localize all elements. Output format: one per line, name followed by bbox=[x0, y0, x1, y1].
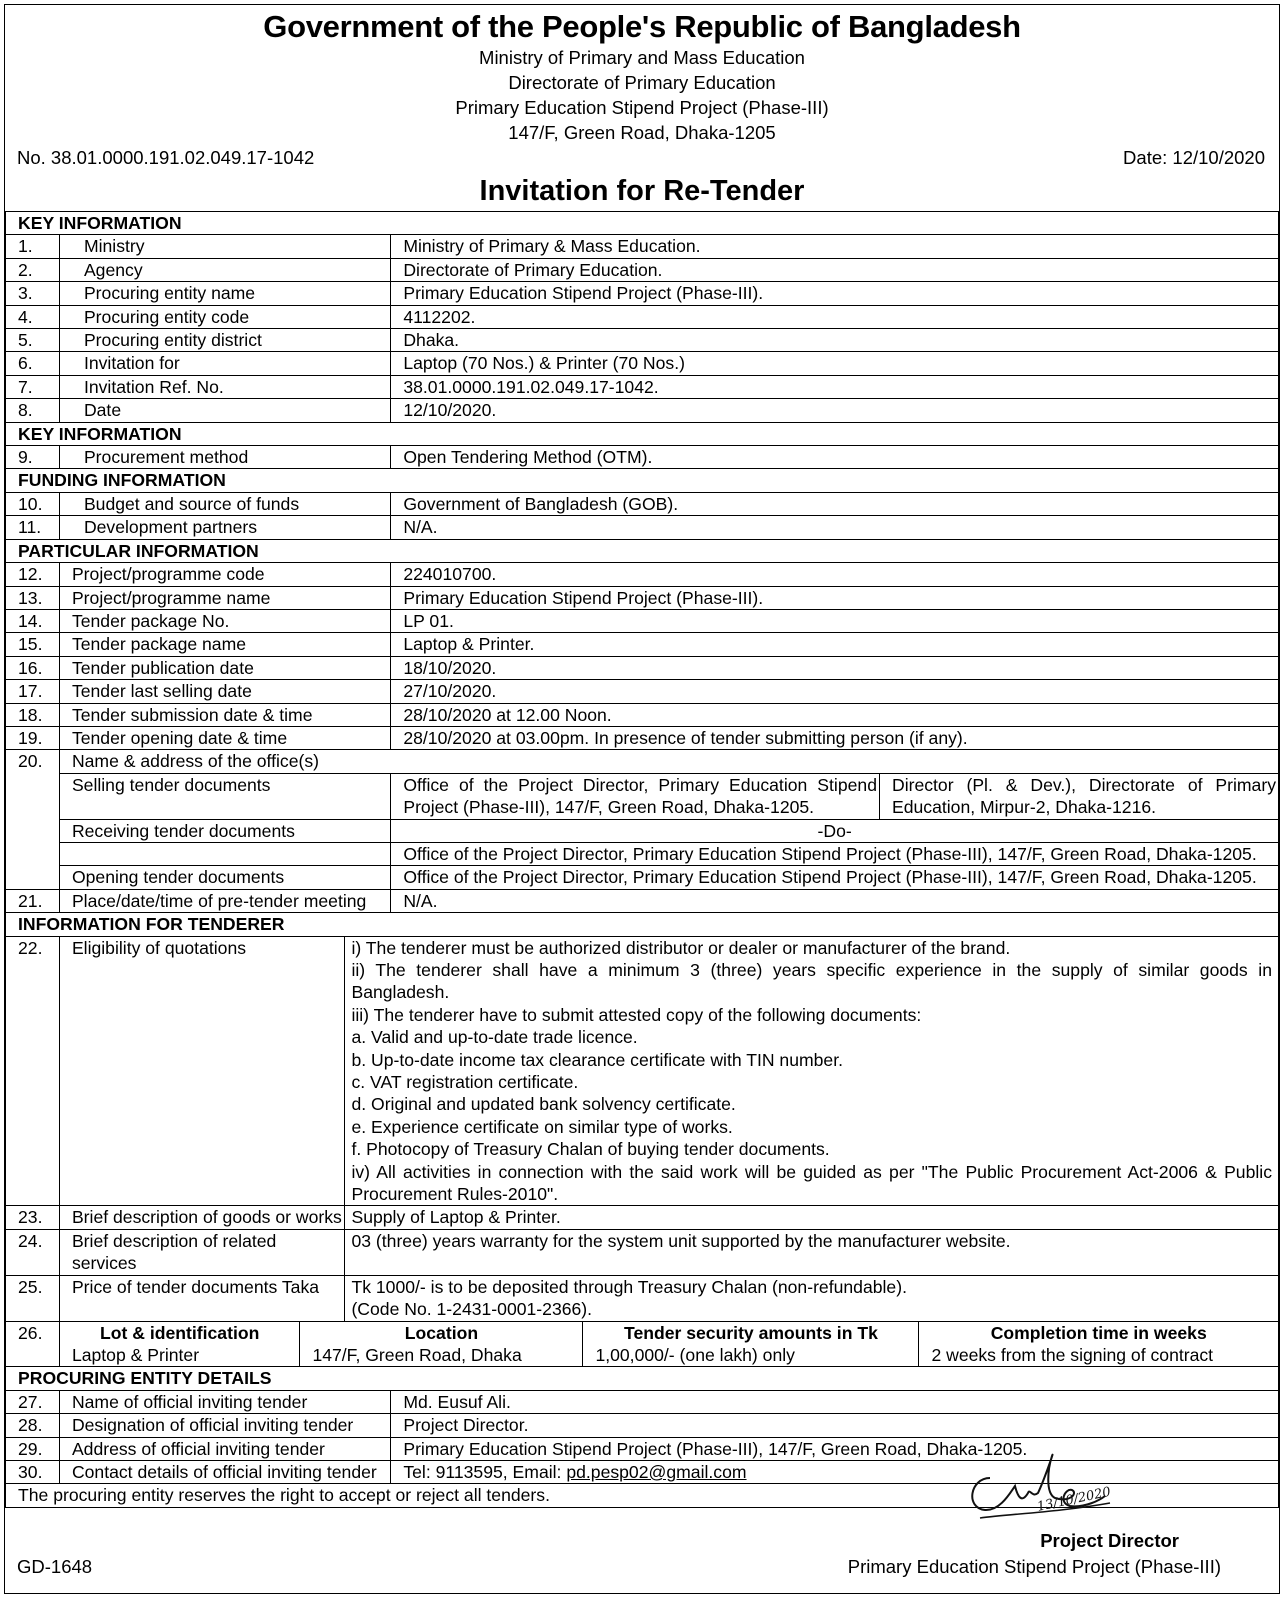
section-header: INFORMATION FOR TENDERER bbox=[6, 913, 1279, 936]
code-note: (Code No. 1-2431-0001-2366). bbox=[351, 1299, 593, 1320]
table-row: 13. Project/programme name Primary Education Stipend Project (Phase-III). bbox=[6, 586, 1279, 609]
lot-table bbox=[60, 1322, 1278, 1367]
table-row: 27. Name of official inviting tender Md. Eusuf Ali. bbox=[6, 1390, 1279, 1413]
government-name: Government of the People's Republic of Bangladesh bbox=[263, 9, 1021, 44]
signature-image bbox=[960, 1448, 1120, 1533]
eligibility-item: ii) The tenderer shall have a minimum 3 (three) years specific experience in the supply of similar goods in Bangladesh. bbox=[351, 960, 1272, 1003]
table-row: 25. Price of tender documents Taka Tk 1000/- is to be deposited through Treasury Chalan (non-refundable). (Code No. 1-2431-0001-2366). bbox=[6, 1275, 1279, 1321]
eligibility-item: b. Up-to-date income tax clearance certificate with TIN number. bbox=[351, 1049, 843, 1070]
contact-email-link[interactable]: pd.pesp02@gmail.com bbox=[566, 1461, 747, 1482]
table-row: 19. Tender opening date & time 28/10/2020 at 03.00pm. In presence of tender submitting person (if any). bbox=[6, 726, 1279, 749]
section-header: PARTICULAR INFORMATION bbox=[6, 539, 1279, 562]
notice-date: Date: 12/10/2020 bbox=[1123, 147, 1265, 168]
reference-line bbox=[5, 145, 1279, 171]
signature-date: 13/10/2020 bbox=[1035, 1484, 1113, 1515]
table-row: 16. Tender publication date 18/10/2020. bbox=[6, 656, 1279, 679]
completion-header: Completion time in weeks bbox=[919, 1322, 1278, 1344]
gd-code: GD-1648 bbox=[17, 1556, 93, 1577]
table-row: Opening tender documents Office of the Project Director, Primary Education Stipend Project (Phase-III), 147/F, Green Road, Dhaka-1205. bbox=[6, 866, 1279, 889]
eligibility-item: c. VAT registration certificate. bbox=[351, 1072, 579, 1093]
section-header: KEY INFORMATION bbox=[6, 212, 1279, 235]
table-row: 30. Contact details of official inviting tender Tel: 9113595, Email: pd.pesp02@gmail.com bbox=[6, 1460, 1279, 1483]
notice-title: Invitation for Re-Tender bbox=[479, 175, 805, 207]
table-row: 4. Procuring entity code 4112202. bbox=[6, 305, 1279, 328]
section-header: KEY INFORMATION bbox=[6, 422, 1279, 445]
signer-title: Project Director bbox=[1040, 1530, 1179, 1551]
directorate-name: Directorate of Primary Education bbox=[508, 72, 776, 93]
table-row: 15. Tender package name Laptop & Printer. bbox=[6, 633, 1279, 656]
table-row: 17. Tender last selling date 27/10/2020. bbox=[6, 680, 1279, 703]
office-address: 147/F, Green Road, Dhaka-1205 bbox=[508, 122, 776, 143]
table-row: 20. Name & address of the office(s) bbox=[6, 750, 1279, 773]
eligibility-item: i) The tenderer must be authorized distributor or dealer or manufacturer of the brand. bbox=[351, 937, 1011, 958]
table-row: 23. Brief description of goods or works Supply of Laptop & Printer. bbox=[6, 1206, 1279, 1229]
ministry-name: Ministry of Primary and Mass Education bbox=[479, 47, 805, 68]
reference-number: No. 38.01.0000.191.02.049.17-1042 bbox=[17, 147, 315, 168]
table-row: 9. Procurement method Open Tendering Method (OTM). bbox=[6, 446, 1279, 469]
table-row: 29. Address of official inviting tender Primary Education Stipend Project (Phase-III), 147/F, Green Road, Dhaka-1205. bbox=[6, 1437, 1279, 1460]
eligibility-item: f. Photocopy of Treasury Chalan of buying tender documents. bbox=[351, 1139, 830, 1160]
table-row: 24. Brief description of related services 03 (three) years warranty for the system unit supported by the manufacturer website. bbox=[6, 1229, 1279, 1275]
table-row: 11. Development partners N/A. bbox=[6, 516, 1279, 539]
table-row: 14. Tender package No. LP 01. bbox=[6, 609, 1279, 632]
section-header: PROCURING ENTITY DETAILS bbox=[6, 1367, 1279, 1390]
table-row: 5. Procuring entity district Dhaka. bbox=[6, 329, 1279, 352]
table-row: 26. Lot & identification Location Tender security amounts in Tk Completion time in weeks Laptop & Printer 147/F, Green Road, Dhaka 1,00,000/- (one lakh) only 2 weeks from the signing of contract bbox=[6, 1321, 1279, 1367]
section-header: FUNDING INFORMATION bbox=[6, 469, 1279, 492]
table-row: 8. Date 12/10/2020. bbox=[6, 399, 1279, 422]
table-row: Receiving tender documents -Do- bbox=[6, 819, 1279, 842]
table-row: 6. Invitation for Laptop (70 Nos.) & Printer (70 Nos.) bbox=[6, 352, 1279, 375]
lot-value: Laptop & Printer bbox=[60, 1344, 300, 1366]
contact-phone: Tel: 9113595, Email: bbox=[403, 1461, 567, 1482]
table-row: 21. Place/date/time of pre-tender meeting N/A. bbox=[6, 889, 1279, 912]
table-row: 18. Tender submission date & time 28/10/2020 at 12.00 Noon. bbox=[6, 703, 1279, 726]
eligibility-item: a. Valid and up-to-date trade licence. bbox=[351, 1027, 638, 1048]
tender-notice-page bbox=[4, 4, 1280, 1594]
eligibility-item: d. Original and updated bank solvency certificate. bbox=[351, 1094, 736, 1115]
project-name: Primary Education Stipend Project (Phase-III) bbox=[455, 97, 829, 118]
table-row: Office of the Project Director, Primary Education Stipend Project (Phase-III), 147/F, Green Road, Dhaka-1205. bbox=[6, 842, 1279, 865]
security-header: Tender security amounts in Tk bbox=[583, 1322, 919, 1344]
location-header: Location bbox=[300, 1322, 583, 1344]
eligibility-item: iv) All activities in connection with the said work will be guided as per "The Public Procurement Act-2006 & Public Procurement Rules-2010". bbox=[351, 1161, 1272, 1205]
eligibility-item: e. Experience certificate on similar type of works. bbox=[351, 1116, 733, 1137]
table-row: Selling tender documents Office of the Project Director, Primary Education Stipend Project (Phase-III), 147/F, Green Road, Dhaka-1205. Director (Pl. & Dev.), Directorate of Primary Education, Mirpur-2, Dhaka-1216. bbox=[6, 773, 1279, 819]
location-value: 147/F, Green Road, Dhaka bbox=[300, 1344, 583, 1366]
signer-project: Primary Education Stipend Project (Phase-III) bbox=[847, 1556, 1221, 1577]
table-row: 3. Procuring entity name Primary Education Stipend Project (Phase-III). bbox=[6, 282, 1279, 305]
table-row: 12. Project/programme code 224010700. bbox=[6, 563, 1279, 586]
lot-header: Lot & identification bbox=[60, 1322, 300, 1344]
letterhead bbox=[5, 9, 1279, 145]
table-row: 2. Agency Directorate of Primary Education. bbox=[6, 258, 1279, 281]
table-row: 28. Designation of official inviting tender Project Director. bbox=[6, 1414, 1279, 1437]
security-value: 1,00,000/- (one lakh) only bbox=[583, 1344, 919, 1366]
table-row: 1. Ministry Ministry of Primary & Mass Education. bbox=[6, 235, 1279, 258]
notice-row: The procuring entity reserves the right to accept or reject all tenders. bbox=[6, 1484, 1279, 1507]
eligibility-item: iii) The tenderer have to submit attested copy of the following documents: bbox=[351, 1004, 922, 1025]
table-row: 7. Invitation Ref. No. 38.01.0000.191.02.049.17-1042. bbox=[6, 375, 1279, 398]
price-note: Tk 1000/- is to be deposited through Treasury Chalan (non-refundable). bbox=[351, 1276, 907, 1297]
tender-info-table bbox=[5, 211, 1279, 1508]
table-row: 22. Eligibility of quotations i) The tenderer must be authorized distributor or dealer or manufacturer of the brand. ii) The tenderer shall have a minimum 3 (three) years specific experience in the supply of similar goods in Bangladesh. iii) The tenderer have to submit attested copy of the following documents: a. Valid and up-to-date trade licence. b. Up-to-date income tax clearance certificate with TIN number. c. VAT registration certificate. d. Original and updated bank solvency certificate. e. Experience certificate on similar type of works. f. Photocopy of Treasury Chalan of buying tender documents. iv) All activities in connection with the said work will be guided as per "The Public Procurement Act-2006 & Public Procurement Rules-2010". bbox=[6, 936, 1279, 1206]
table-row: 10. Budget and source of funds Government of Bangladesh (GOB). bbox=[6, 492, 1279, 515]
completion-value: 2 weeks from the signing of contract bbox=[919, 1344, 1278, 1366]
footer bbox=[5, 1448, 1279, 1593]
